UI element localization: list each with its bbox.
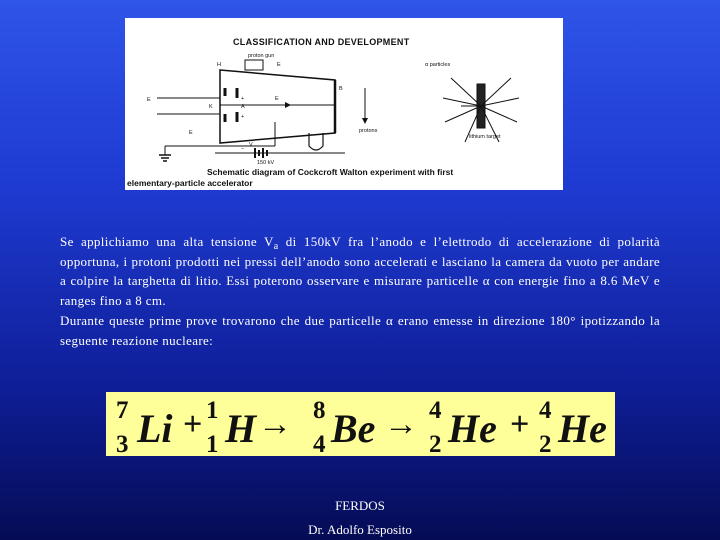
- plus-sign-2: +: [510, 406, 530, 443]
- label-e-mid: E: [275, 96, 279, 102]
- proton-gun-shape: [245, 60, 263, 70]
- paragraph-1-part-3: con energie fino a 8.6 MeV e ranges fino a 8 cm.: [60, 273, 660, 308]
- label-e-f: E: [147, 97, 151, 103]
- label-plus-top: +: [241, 96, 245, 102]
- label-minus: −: [241, 146, 245, 152]
- li-symbol: Li: [137, 406, 173, 451]
- label-target: lithium target: [469, 134, 501, 140]
- label-voltage: 150 kV: [257, 160, 275, 166]
- be-mass-number: 8: [313, 397, 326, 424]
- figure-caption-line1: Schematic diagram of Cockcroft Walton experiment with first: [207, 167, 454, 177]
- paragraph-2-part-1: Durante queste prime prove trovarono che due particelle: [60, 313, 386, 328]
- arrow-2: →: [384, 406, 418, 443]
- label-k: K: [209, 104, 213, 110]
- label-proton-gun: proton gun: [248, 53, 275, 59]
- paragraph-1: [60, 232, 660, 310]
- li-mass-number: 7: [116, 397, 129, 424]
- he1-symbol: He: [448, 406, 497, 451]
- he1-mass-number: 4: [429, 397, 442, 424]
- be-atomic-number: 4: [313, 431, 326, 456]
- accelerator-tube: [220, 70, 335, 143]
- paragraph-1-part-2: di 150kV fra l’anodo e l’elettrodo di accelerazione di polarità opportuna, i protoni prodotti nei pressi dell’anodo sono accelerati e lasciano la camera da vuoto per andare a colpire la targhetta di litio. Essi poterono osservare e misurare particelle: [60, 234, 660, 288]
- he2-mass-number: 4: [539, 397, 552, 424]
- footer-organization: FERDOS: [335, 498, 385, 513]
- li-atomic-number: 3: [116, 431, 129, 456]
- label-plus-bottom: +: [241, 114, 245, 120]
- plus-sign-1: +: [183, 406, 203, 443]
- cockcroft-walton-figure: [125, 18, 563, 190]
- label-e-supply: E: [189, 130, 193, 136]
- label-a: A: [241, 104, 245, 110]
- voltage-subscript: a: [273, 241, 279, 252]
- protons-arrow: [362, 118, 368, 124]
- arrow-1: →: [258, 406, 292, 443]
- figure-caption-line2: elementary-particle accelerator: [127, 178, 253, 188]
- alpha-symbol: α: [482, 273, 490, 288]
- be-symbol: Be: [331, 406, 376, 451]
- label-protons: protons: [359, 128, 378, 134]
- paragraph-2: [60, 311, 660, 350]
- schematic-diagram: [125, 18, 563, 190]
- h-mass-number: 1: [206, 397, 219, 424]
- label-h: H: [217, 62, 221, 68]
- alpha-symbol: α: [385, 313, 394, 328]
- footer-author: Dr. Adolfo Esposito: [308, 522, 412, 537]
- body-text: [60, 232, 660, 350]
- he2-atomic-number: 2: [539, 431, 552, 456]
- h-atomic-number: 1: [206, 431, 219, 456]
- paragraph-2-part-2: erano emesse in direzione 180° ipotizzando la seguente reazione nucleare:: [60, 313, 660, 348]
- h-symbol: H: [225, 406, 257, 451]
- paragraph-1-part-1: Se applichiamo una alta tensione V: [60, 234, 274, 249]
- label-e-top: E: [277, 62, 281, 68]
- label-v: V: [249, 142, 253, 148]
- he2-symbol: He: [558, 406, 607, 451]
- figure-header: CLASSIFICATION AND DEVELOPMENT: [233, 37, 410, 47]
- equation-svg: [106, 392, 615, 456]
- he1-atomic-number: 2: [429, 431, 442, 456]
- label-b: B: [339, 86, 343, 92]
- label-alpha-particles: α particles: [425, 62, 451, 68]
- beam-arrow: [285, 102, 291, 108]
- nuclear-reaction-equation: [106, 392, 615, 456]
